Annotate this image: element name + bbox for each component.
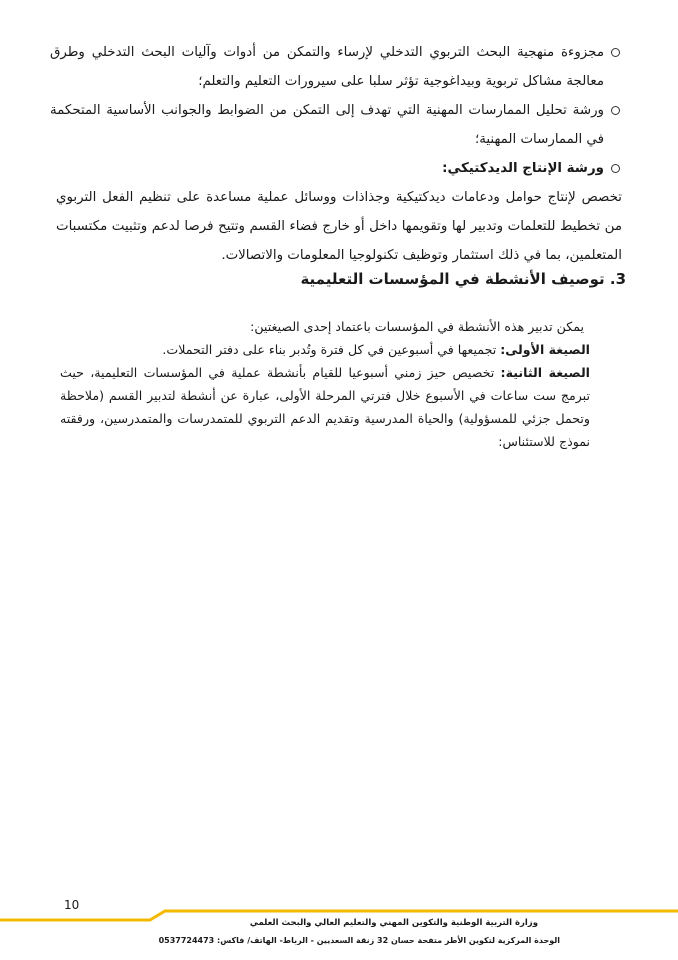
workshop-paragraph: تخصص لإنتاج حوامل ودعامات ديدكتيكية وجذاذات ووسائل عملية مساعدة على تنظيم الفعل التربوي من تخطيط للتعلمات وتدبير لها وتقويمها داخل أو خارج فضاء القسم وتتيح فرصا لدعم وتثبيت مكتسبات المتعلمين، بما في ذلك استثمار وتوظيف تكنولوجيا المعلومات والاتصالات.	[56, 190, 622, 263]
section-title: توصيف الأنشطة في المؤسسات التعليمية	[300, 270, 605, 288]
footer-address: الوحدة المركزية لتكوين الأطر متفحة حسان 32 زنقة السعديين - الرباط- الهاتف/ فاكس: 0537724473	[158, 936, 560, 945]
formula-2-label: الصيغة الثانية:	[500, 365, 590, 380]
formula-1-label: الصيغة الأولى:	[500, 342, 590, 357]
section-heading	[300, 270, 626, 288]
footer-ministry: وزارة التربية الوطنية والتكوين المهني والتعليم العالي والبحث العلمي	[249, 918, 538, 928]
formula-2-text: تخصيص حيز زمني أسبوعيا للقيام بأنشطة عملية في المؤسسات التعليمية، حيث تبرمج ست ساعات في الأسبوع خلال فترتي المرحلة الأولى، عبارة عن أنشطة لتدبير القسم (ملاحظة وتحمل جزئي للمسؤولية) والحياة المدرسية وتقديم الدعم التربوي للمتمدرسات والمتمدرسين، ورفقته نموذج للاستئناس:	[60, 365, 590, 449]
section-body	[60, 315, 590, 453]
section-intro: يمكن تدبير هذه الأنشطة في المؤسسات باعتماد إحدى الصيغتين:	[250, 319, 584, 334]
bullet-text: ورشة تحليل الممارسات المهنية التي تهدف إلى التمكن من الضوابط والجوانب الأساسية المتحكمة في الممارسات المهنية؛	[50, 103, 604, 147]
bullet-item	[50, 38, 620, 96]
bullet-list	[50, 38, 620, 183]
formula-1-text: تجميعها في أسبوعين في كل فترة وتُدبر بناء على دفتر التحملات.	[162, 342, 497, 357]
circle-bullet-icon	[611, 164, 620, 173]
page-number: 10	[64, 898, 80, 912]
bullet-item	[50, 154, 620, 183]
bullet-item	[50, 96, 620, 154]
section-number: 3.	[609, 270, 626, 288]
bullet-text: مجزوءة منهجية البحث التربوي التدخلي لإرساء والتمكن من أدوات وآليات البحث التدخلي وطرق معالجة مشاكل تربوية وبيداغوجية تؤثر سلبا على سيرورات التعليم والتعلم؛	[50, 45, 604, 89]
circle-bullet-icon	[611, 48, 620, 57]
formula-1	[60, 338, 590, 361]
bullet-text: ورشة الإنتاج الديدكتيكي:	[442, 161, 604, 176]
formula-2	[60, 361, 590, 453]
circle-bullet-icon	[611, 106, 620, 115]
